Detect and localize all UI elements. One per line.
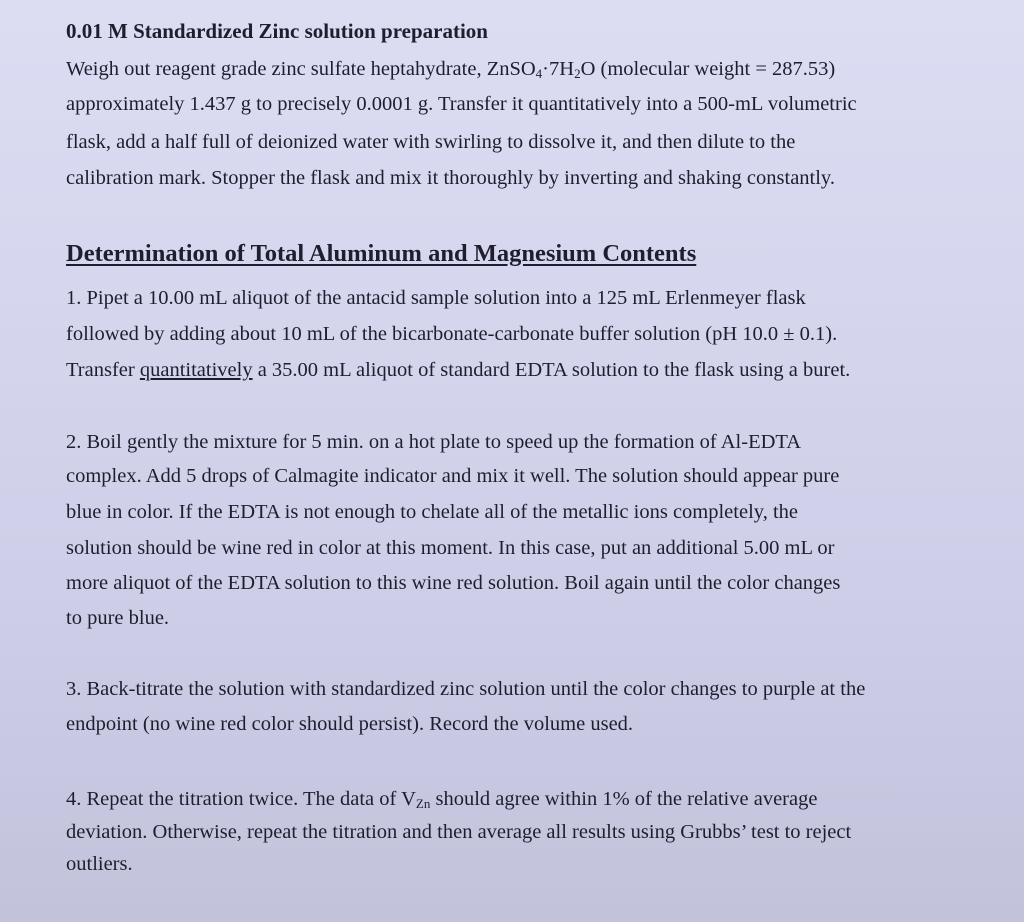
text-run: Weigh out reagent grade zinc sulfate heptahydrate, ZnSO: [66, 58, 536, 80]
zinc-solution-heading: 0.01 M Standardized Zinc solution preparation: [66, 19, 488, 43]
step2-line-6: to pure blue.: [66, 607, 170, 629]
step1-line-1: 1. Pipet a 10.00 mL aliquot of the antacid sample solution into a 125 mL Erlenmeyer flask: [66, 287, 806, 309]
text-run: a 35.00 mL aliquot of standard EDTA solution to the flask using a buret.: [252, 359, 851, 381]
underlined-word: quantitatively: [139, 359, 253, 381]
text-run: O (molecular weight = 287.53): [580, 58, 836, 80]
step1-line-3: [66, 358, 850, 382]
step2-line-5: more aliquot of the EDTA solution to this wine red solution. Boil again until the color changes: [66, 572, 841, 594]
subscript: Zn: [415, 796, 431, 811]
text-run: should agree within 1% of the relative average: [430, 788, 818, 810]
subscript: 2: [574, 66, 581, 81]
step4-line-3: outliers.: [66, 853, 133, 875]
step2-line-4: solution should be wine red in color at this moment. In this case, put an additional 5.00 mL or: [66, 537, 835, 559]
zinc-paragraph-line-3: flask, add a half full of deionized water with swirling to dissolve it, and then dilute to the: [66, 131, 796, 153]
text-run: Transfer: [66, 359, 140, 381]
step4-line-1: [66, 787, 817, 816]
determination-heading: Determination of Total Aluminum and Magnesium Contents: [66, 240, 697, 267]
subscript: 4: [535, 66, 543, 81]
step3-line-2: endpoint (no wine red color should persist). Record the volume used.: [66, 713, 634, 735]
step2-line-2: complex. Add 5 drops of Calmagite indicator and mix it well. The solution should appear pure: [66, 465, 840, 487]
step3-line-1: 3. Back-titrate the solution with standardized zinc solution until the color changes to purple at the: [66, 678, 866, 700]
zinc-paragraph-line-4: calibration mark. Stopper the flask and mix it thoroughly by inverting and shaking constantly.: [66, 167, 835, 189]
zinc-paragraph-line-2: approximately 1.437 g to precisely 0.0001 g. Transfer it quantitatively into a 500-mL volumetric: [66, 93, 857, 115]
step4-line-2: deviation. Otherwise, repeat the titration and then average all results using Grubbs’ test to reject: [66, 821, 852, 843]
text-run: ·7H: [542, 58, 575, 80]
step2-line-3: blue in color. If the EDTA is not enough to chelate all of the metallic ions completely, the: [66, 501, 798, 523]
step1-line-2: followed by adding about 10 mL of the bicarbonate-carbonate buffer solution (pH 10.0 ± 0.1).: [66, 323, 838, 345]
step2-line-1: 2. Boil gently the mixture for 5 min. on a hot plate to speed up the formation of Al-EDTA: [66, 431, 802, 453]
text-run: 4. Repeat the titration twice. The data of V: [66, 788, 416, 810]
zinc-paragraph-line-1: [66, 57, 835, 86]
